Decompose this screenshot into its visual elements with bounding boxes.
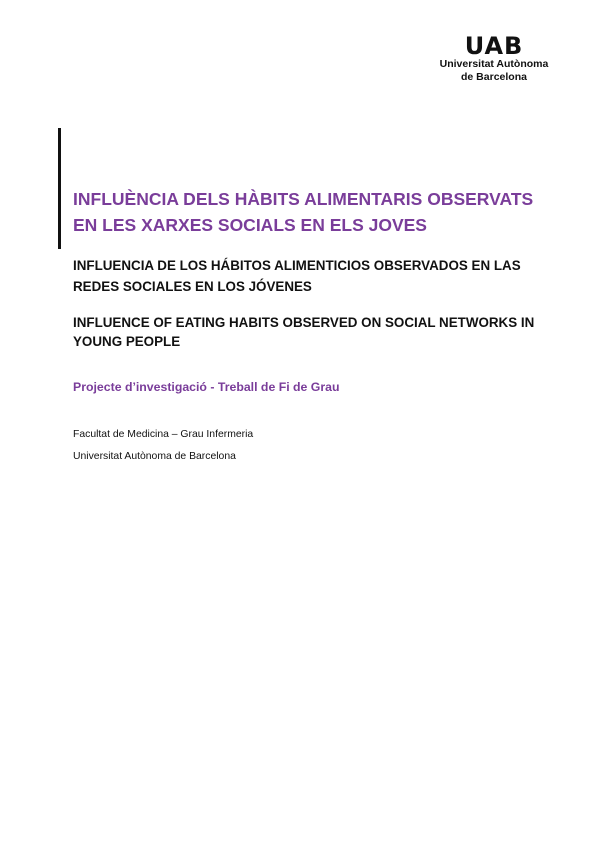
faculty-line: Facultat de Medicina – Grau Infermeria (73, 429, 254, 440)
logo-line-1: Universitat Autònoma (439, 58, 549, 70)
title-spanish: INFLUENCIA DE LOS HÁBITOS ALIMENTICIOS OBSERVADOS EN LAS REDES SOCIALES EN LOS JÓVENES (73, 258, 521, 294)
title-catalan: INFLUÈNCIA DELS HÀBITS ALIMENTARIS OBSERVATS EN LES XARXES SOCIALS EN ELS JOVES (73, 189, 534, 235)
logo-line-2: de Barcelona (461, 71, 527, 83)
title-english: INFLUENCE OF EATING HABITS OBSERVED ON SOCIAL NETWORKS IN YOUNG PEOPLE (73, 315, 535, 349)
university-line: Universitat Autònoma de Barcelona (73, 451, 236, 462)
document-type: Projecte d’investigació - Treball de Fi de Grau (73, 380, 340, 394)
logo-mark: UAB (464, 32, 524, 60)
title-accent-bar (58, 128, 61, 249)
affiliation-block (73, 424, 253, 468)
uab-logo (434, 34, 554, 84)
